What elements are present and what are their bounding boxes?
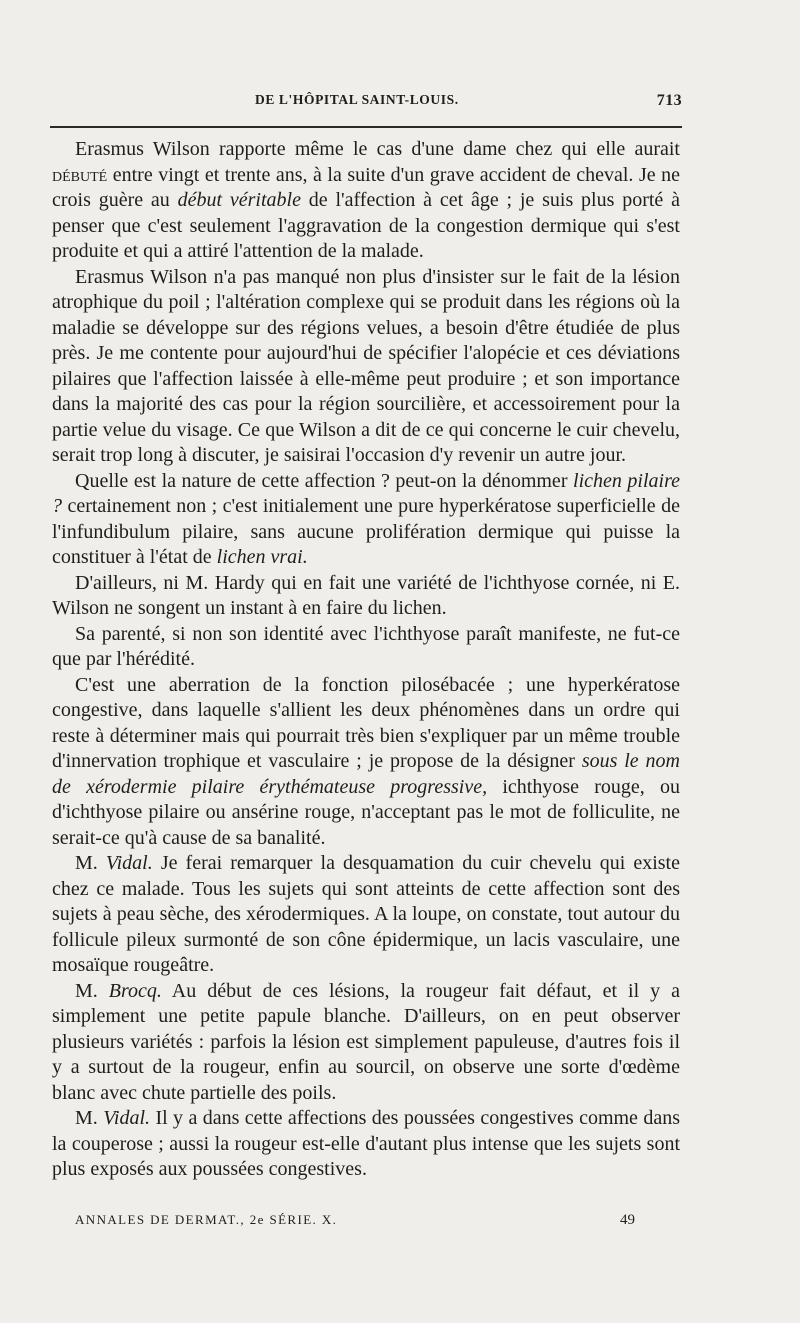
italic-text: sous le nom de xérodermie pilaire érythémateuse progressive, <box>52 750 680 798</box>
text-run: C'est une aberration de la fonction pilosébacée ; une hyperkératose congestive, dans laquelle s'allient les deux phénomènes dans un ordre qui reste à déterminer mais qui pourrait très bien s'expliquer par un même trouble d'innervation trophique et vasculaire ; je propose de la désigner <box>52 673 680 772</box>
paragraph <box>52 673 680 852</box>
body-text <box>52 137 680 1183</box>
text-run: entre vingt et trente ans, à la suite d'un grave accident de cheval. Je ne crois guère au <box>52 163 680 211</box>
small-caps-text: débuté <box>52 163 108 186</box>
text-run: D'ailleurs, ni M. Hardy qui en fait une variété de l'ichthyose cornée, ni E. Wilson ne songent un instant à en faire du lichen. <box>52 571 680 619</box>
text-run: M. <box>75 1107 104 1129</box>
italic-text: Vidal. <box>105 852 153 874</box>
italic-text: lichen pilaire ? <box>52 469 680 517</box>
page-footer <box>75 1212 635 1234</box>
text-run: Quelle est la nature de cette affection ? peut-on la dénommer <box>75 469 574 492</box>
text-run: Il y a dans cette affections des poussées congestives comme dans la couperose ; aussi la rougeur est-elle d'autant plus intense que les sujets sont plus exposés aux poussées congestives. <box>52 1107 680 1180</box>
text-run: certainement non ; c'est initialement une pure hyperkératose superficielle de l'infundibulum pilaire, sans aucune prolifération dermique qui puisse la constituer à l'état de <box>52 495 680 568</box>
text-run: M. <box>75 852 106 874</box>
text-run: Je ferai remarquer la desquamation du cuir chevelu qui existe chez ce malade. Tous les sujets qui sont atteints de cette affection sont des sujets à peau sèche, des xérodermiques. A la loupe, on constate, tout autour du follicule pileux surmonté de son cône épidermique, un lacis vasculaire, une mosaïque rougeâtre. <box>52 852 680 976</box>
paragraph <box>52 137 680 265</box>
paragraph <box>52 979 680 1107</box>
italic-text: lichen vrai. <box>216 546 308 568</box>
text-run: M. <box>75 979 109 1002</box>
paragraph <box>52 265 680 469</box>
italic-text: début véritable <box>177 189 301 211</box>
text-run: Au début de ces lésions, la rougeur fait défaut, et il y a simplement une petite papule blanche. D'ailleurs, on en peut observer plusieurs variétés : parfois la lésion est simplement papuleuse, d'autres fois il y a surtout de la rougeur, enfin au sourcil, on observe une sorte d'œdème blanc avec chute partielle des poils. <box>52 979 680 1104</box>
italic-text: Vidal. <box>103 1107 151 1129</box>
text-run: Erasmus Wilson rapporte même le cas d'une dame chez qui elle aurait <box>75 138 680 160</box>
text-run: Erasmus Wilson n'a pas manqué non plus d'insister sur le fait de la lésion atrophique du poil ; l'altération complexe qui se produit dans les régions où la maladie se développe sur des régions velues, a besoin d'être étudiée de plus près. Je me contente pour aujourd'hui de spécifier l'alopécie et ces déviations pilaires que l'affection laissée à elle-même peut produire ; et son importance dans la majorité des cas pour la région sourcilière, et accessoirement pour la partie velue du visage. Ce que Wilson a dit de ce qui concerne le cuir chevelu, serait trop long à discuter, je saisirai l'occasion d'y revenir un autre jour. <box>52 265 680 466</box>
paragraph <box>52 1106 680 1183</box>
header-rule <box>50 126 682 128</box>
paragraph <box>52 851 680 979</box>
journal-footer: ANNALES DE DERMAT., 2e SÉRIE. X. <box>75 1212 338 1227</box>
paragraph <box>52 571 680 622</box>
text-run: Sa parenté, si non son identité avec l'ichthyose paraît manifeste, ne fut-ce que par l'hérédité. <box>52 622 680 670</box>
paragraph <box>52 469 680 571</box>
running-title: DE L'HÔPITAL SAINT-LOUIS. <box>255 92 459 107</box>
signature-mark: 49 <box>620 1212 635 1228</box>
paragraph <box>52 622 680 673</box>
page-number: 713 <box>656 92 682 109</box>
italic-text: Brocq. <box>108 979 162 1002</box>
running-head <box>50 92 682 112</box>
text-run: de l'affection à cet âge ; je suis plus porté à penser que c'est seulement l'aggravation de la congestion dermique qui s'est produite et qui a attiré l'attention de la malade. <box>52 189 680 262</box>
text-run: ichthyose rouge, ou d'ichthyose pilaire ou ansérine rouge, n'acceptant pas le mot de folliculite, ne serait-ce qu'à cause de sa banalité. <box>52 775 681 849</box>
